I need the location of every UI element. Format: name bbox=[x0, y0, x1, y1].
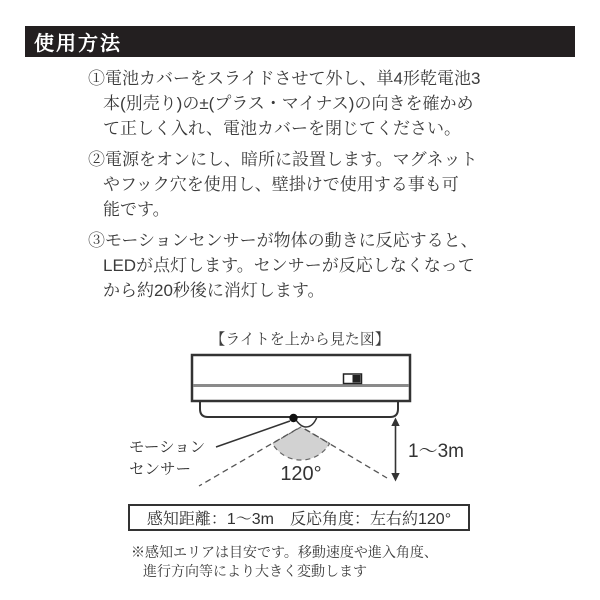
instruction-list bbox=[88, 66, 518, 309]
angle-label: 120° bbox=[280, 463, 322, 485]
step-1-line-3: て正しく入れ、電池カバーを閉じてください。 bbox=[103, 119, 462, 138]
footnote-line-2: 進行方向等により大きく変動します bbox=[143, 563, 367, 579]
step-3-line-1: ③モーションセンサーが物体の動きに反応すると、 bbox=[88, 231, 478, 250]
section-title: 使用方法 bbox=[34, 33, 122, 55]
light-lower-body bbox=[200, 401, 398, 417]
distance-label: 1～3m bbox=[408, 441, 464, 462]
instruction-step-1 bbox=[88, 66, 518, 141]
instruction-step-3 bbox=[88, 228, 518, 303]
light-body-outline bbox=[192, 355, 410, 401]
step-2-line-2: やフック穴を使用し、壁掛けで使用する事も可 bbox=[103, 175, 459, 194]
step-2-line-3: 能です。 bbox=[103, 200, 170, 219]
step-3-line-3: から約20秒後に消灯します。 bbox=[103, 281, 325, 300]
power-switch-knob bbox=[353, 375, 361, 383]
sensor-label-line-1: モーション bbox=[129, 439, 206, 456]
footnote-line-1: ※感知エリアは目安です。移動速度や進入角度、 bbox=[131, 544, 438, 560]
distance-arrowhead-up bbox=[391, 418, 399, 427]
step-1-line-2: 本(別売り)の±(プラス・マイナス)の向きを確かめ bbox=[103, 94, 474, 113]
step-1-line-1: ①電池カバーをスライドさせて外し、単4形乾電池3 bbox=[88, 69, 481, 88]
instruction-step-2 bbox=[88, 147, 518, 222]
diagram-caption: 【ライトを上から見た図】 bbox=[210, 331, 390, 348]
sensor-label-line-2: センサー bbox=[129, 461, 192, 478]
spec-box: 感知距離：1～3m 反応角度：左右約120° bbox=[128, 504, 470, 531]
footnote bbox=[131, 543, 438, 581]
light-top-view-diagram bbox=[110, 348, 500, 498]
section-header bbox=[25, 26, 575, 57]
motion-sensor-dot bbox=[289, 414, 297, 422]
step-2-line-1: ②電源をオンにし、暗所に設置します。マグネット bbox=[88, 150, 478, 169]
detection-fan bbox=[272, 427, 329, 460]
distance-arrowhead-down bbox=[391, 473, 399, 482]
step-3-line-2: LEDが点灯します。センサーが反応しなくなって bbox=[103, 256, 475, 275]
